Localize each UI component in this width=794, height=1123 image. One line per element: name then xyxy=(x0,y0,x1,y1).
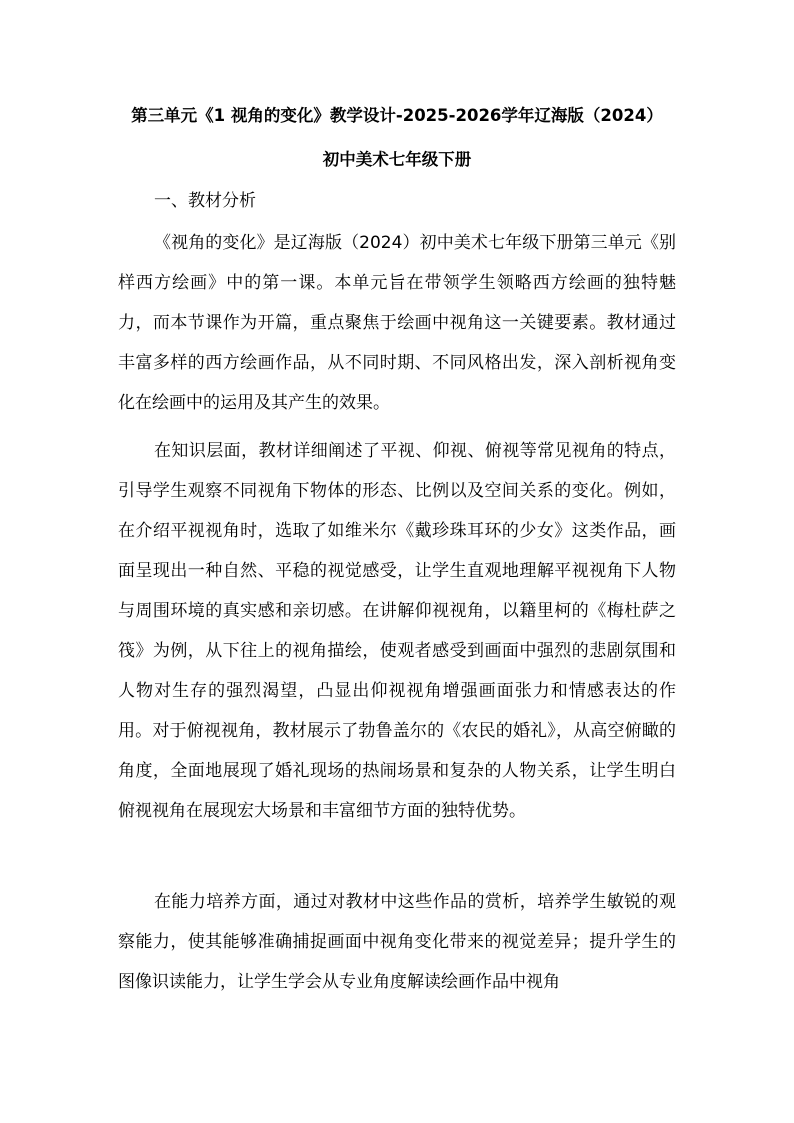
document-title-line-2: 初中美术七年级下册 xyxy=(322,150,472,169)
document-title-line-1: 第三单元《1 视角的变化》教学设计-2025-2026学年辽海版（2024） xyxy=(131,106,663,125)
section-heading: 一、教材分析 xyxy=(154,191,256,211)
body-paragraph: 《视角的变化》是辽海版（2024）初中美术七年级下册第三单元《别样西方绘画》中的第一课。本单元旨在带领学生领略西方绘画的独特魅力，而本节课作为开篇，重点聚焦于绘画中视角这一关键要素。教材通过丰富多样的西方绘画作品，从不同时期、不同风格出发，深入剖析视角变化在绘画中的运用及其产生的效果。 xyxy=(118,233,676,413)
body-paragraph: 在知识层面，教材详细阐述了平视、仰视、俯视等常见视角的特点，引导学生观察不同视角下物体的形态、比例以及空间关系的变化。例如，在介绍平视视角时，选取了如维米尔《戴珍珠耳环的少女》这类作品，画面呈现出一种自然、平稳的视觉感受，让学生直观地理解平视视角下人物与周围环境的真实感和亲切感。在讲解仰视视角，以籍里柯的《梅杜萨之筏》为例，从下往上的视角描绘，使观者感受到画面中强烈的悲剧氛围和人物对生存的强烈渴望，凸显出仰视视角增强画面张力和情感表达的作用。对于俯视视角，教材展示了勃鲁盖尔的《农民的婚礼》，从高空俯瞰的角度，全面地展现了婚礼现场的热闹场景和复杂的人物关系，让学生明白俯视视角在展现宏大场景和丰富细节方面的独特优势。 xyxy=(118,441,676,821)
body-paragraph: 在能力培养方面，通过对教材中这些作品的赏析，培养学生敏锐的观察能力，使其能够准确捕捉画面中视角变化带来的视觉差异；提升学生的图像识读能力，让学生学会从专业角度解读绘画作品中视角 xyxy=(118,892,676,992)
